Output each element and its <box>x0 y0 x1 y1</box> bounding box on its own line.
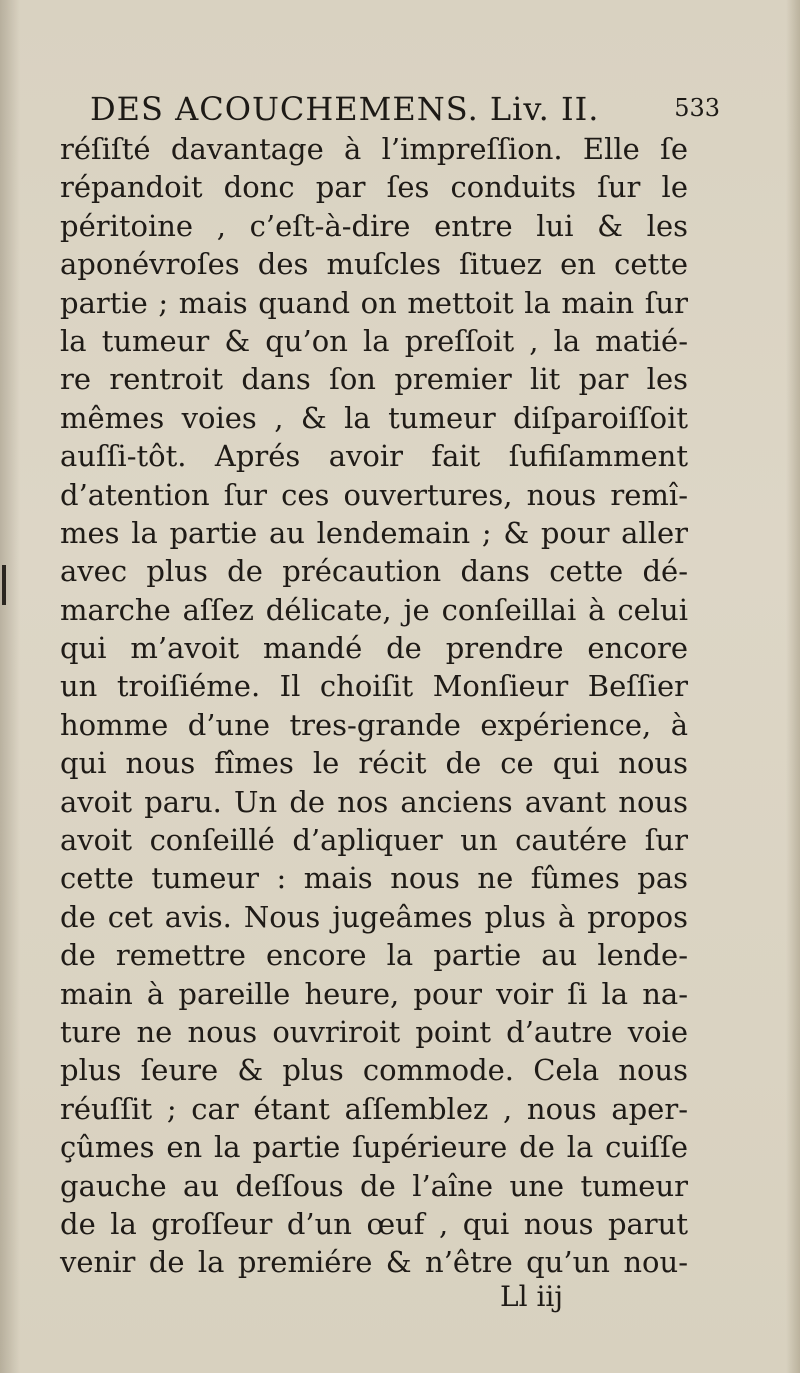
text-line: partie ; mais quand on mettoit la main ſur <box>60 285 688 320</box>
signature-mark: Ll iij <box>500 1280 564 1313</box>
text-line: de la groſſeur d’un œuf , qui nous parut <box>60 1206 688 1241</box>
text-line: re rentroit dans ſon premier lit par les <box>60 362 688 397</box>
text-line: la tumeur & qu’on la preſſoit , la matié- <box>60 323 688 358</box>
text-line: réſiſté davantage à l’impreſſion. Elle ſe <box>60 132 688 166</box>
text-line: péritoine , c’eſt-à-dire entre lui & les <box>60 208 688 243</box>
text-line: venir de la premiére & n’être qu’un nou- <box>60 1245 688 1280</box>
text-line: plus ſeure & plus commode. Cela nous <box>60 1053 688 1088</box>
text-line: ture ne nous ouvriroit point d’autre voie <box>60 1014 688 1049</box>
text-line: homme d’une tres-grande expérience, à <box>60 707 688 742</box>
text-line: cette tumeur : mais nous ne fûmes pas <box>60 861 688 896</box>
text-line: qui m’avoit mandé de prendre encore <box>60 631 688 666</box>
text-line: avoit paru. Un de nos anciens avant nous <box>60 784 688 819</box>
text-line: répandoit donc par ſes conduits ſur le <box>60 170 688 205</box>
text-line: main à pareille heure, pour voir ſi la na- <box>60 976 688 1011</box>
body-text <box>60 130 688 1282</box>
text-line: avec plus de précaution dans cette dé- <box>60 554 688 589</box>
text-line: qui nous fîmes le récit de ce qui nous <box>60 746 688 781</box>
text-line: réuſſit ; car étant aſſemblez , nous aper- <box>60 1091 688 1126</box>
text-line: mes la partie au lendemain ; & pour aller <box>60 515 688 550</box>
text-line: auſſi-tôt. Aprés avoir fait ſufiſamment <box>60 439 688 474</box>
text-line: marche aſſez délicate, je conſeillai à celui <box>60 592 688 627</box>
text-line: un troiſiéme. Il choiſit Monſieur Beſſier <box>60 669 688 704</box>
text-line: de remettre encore la partie au lende- <box>60 938 688 973</box>
text-line: mêmes voies , & la tumeur diſparoiſſoit <box>60 400 688 435</box>
text-line: aponévroſes des muſcles ſituez en cette <box>60 247 688 282</box>
page-number: 533 <box>674 94 720 122</box>
text-line: de cet avis. Nous jugeâmes plus à propos <box>60 899 688 934</box>
text-line: d’atention ſur ces ouvertures, nous remî- <box>60 477 688 512</box>
text-line: avoit conſeillé d’apliquer un cautére ſur <box>60 823 688 858</box>
text-line: çûmes en la partie ſupérieure de la cuiſſe <box>60 1130 688 1165</box>
text-line: gauche au deſſous de l’aîne une tumeur <box>60 1168 688 1203</box>
running-title: DES ACOUCHEMENS. Liv. II. <box>90 90 600 128</box>
margin-mark <box>2 565 6 605</box>
running-head <box>60 90 720 134</box>
